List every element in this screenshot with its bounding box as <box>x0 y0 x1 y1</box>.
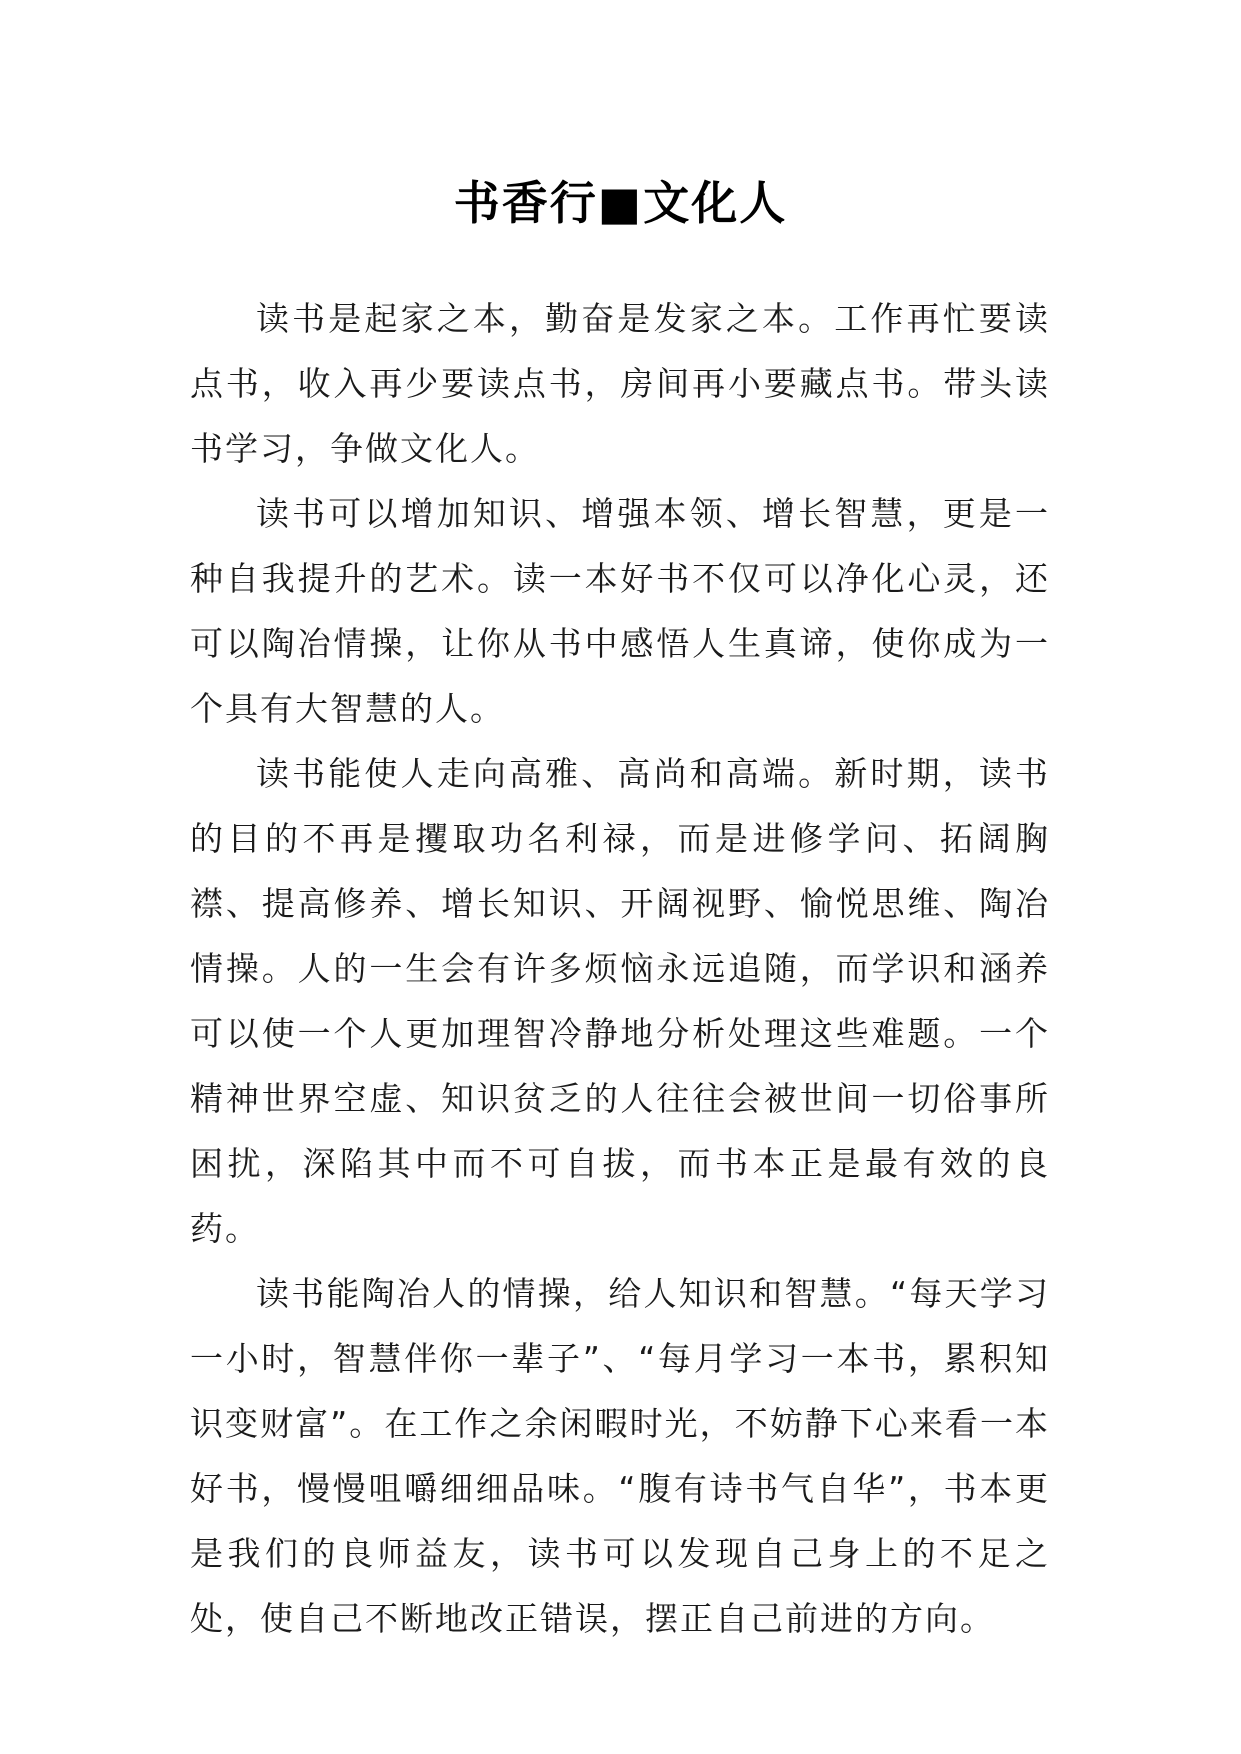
paragraph: 读书能陶冶人的情操，给人知识和智慧。“每天学习一小时，智慧伴你一辈子”、“每月学习一本书，累积知识变财富”。在工作之余闲暇时光，不妨静下心来看一本好书，慢慢咀嚼细细品味。“腹有诗书气自华”，书本更是我们的良师益友，读书可以发现自己身上的不足之处，使自己不断地改正错误，摆正自己前进的方向。 <box>190 1274 1050 1638</box>
document-title: 书香行■文化人 <box>453 176 788 230</box>
paragraph: 读书能使人走向高雅、高尚和高端。新时期，读书的目的不再是攫取功名利禄，而是进修学问、拓阔胸襟、提高修养、增长知识、开阔视野、愉悦思维、陶冶情操。人的一生会有许多烦恼永远追随，而学识和涵养可以使一个人更加理智冷静地分析处理这些难题。一个精神世界空虚、知识贫乏的人往往会被世间一切俗事所困扰，深陷其中而不可自拔，而书本正是最有效的良药。 <box>190 754 1050 1248</box>
paragraph: 读书是起家之本，勤奋是发家之本。工作再忙要读点书，收入再少要读点书，房间再小要藏点书。带头读书学习，争做文化人。 <box>190 299 1050 468</box>
paragraph: 读书可以增加知识、增强本领、增长智慧，更是一种自我提升的艺术。读一本好书不仅可以净化心灵，还可以陶冶情操，让你从书中感悟人生真谛，使你成为一个具有大智慧的人。 <box>190 494 1050 728</box>
document-body <box>190 286 1050 1651</box>
